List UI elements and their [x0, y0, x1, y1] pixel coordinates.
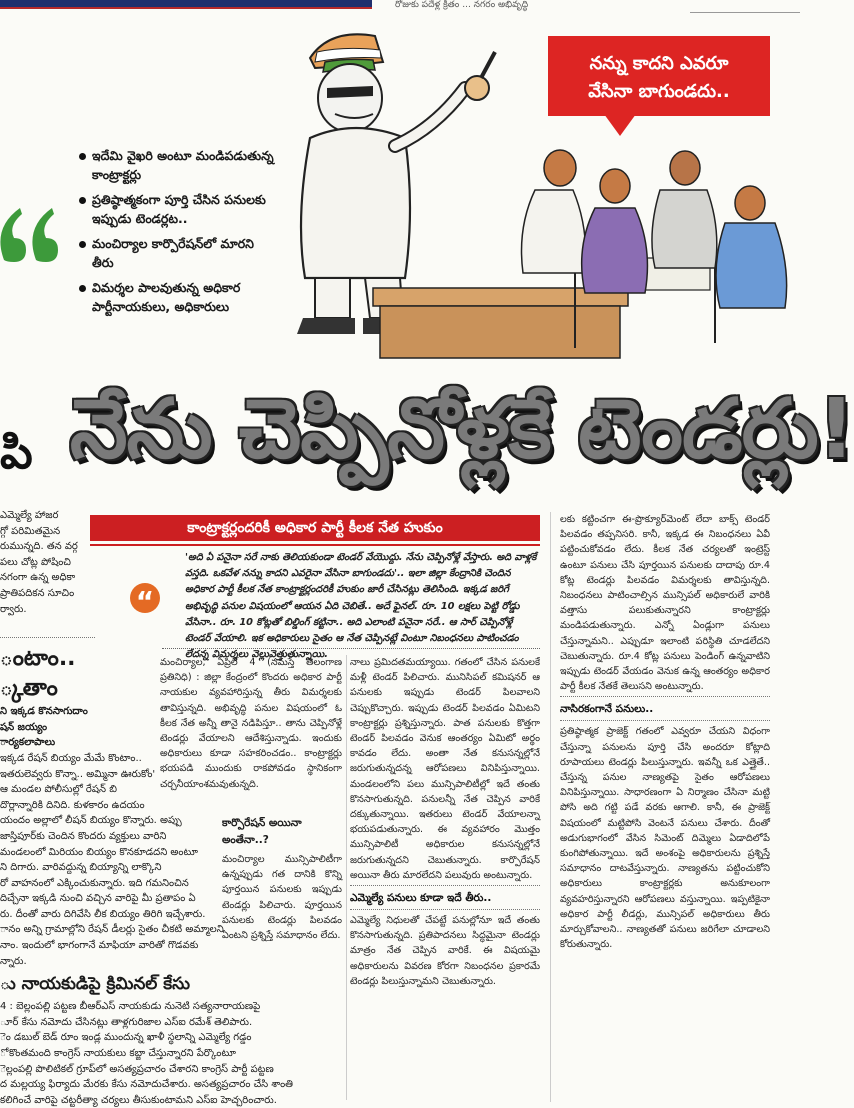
text-line: యందం అల్లాలో లీషన్ బియ్యం కొన్నారు. అప్పు [0, 815, 182, 827]
paragraph: నాలు ప్రమిదతమయ్యాయి. గతంలో చేసిన పనులకే మళ్లీ టెండర్ పిలిచారు. మునిసిపల్ కమిషనర్ ఆ పనులకు ఇప్పుడు టెండర్ పిలవాలని చెప్పుకొచ్చారు. ఇప్పుడు టెండర్ పిలవడం ఏమిటని కాంట్రాక్టర్లు ప్రశ్నిస్తున్నారు. పాత పనులకు కొత్తగా టెండర్ పిలవడం వెనుక ఆంతర్యం ఏమిటో అర్థం కావడం లేదు. అంతా నేత కనుసన్నల్లోనే జరుగుతున్నదన్న ఆరోపణలు వినిపిస్తున్నాయి. మండలంలోని పలు మున్సిపాలిటీల్లో ఇదే తంతు కొనసాగుతున్నది. పనులన్నీ నేత చెప్పిన వారికే దక్కుతున్నాయి. ఇతరులు టెండర్ వేయాలన్నా భయపడుతున్నారు. ఈ వ్యవహారం మొత్తం మున్సిపాలిటీ అధికారుల కనుసన్నల్లోనే జరుగుతున్నదని చెబుతున్నారు. కార్పొరేషన్ అయినా తీరు మారలేదని పలువురు అంటున్నారు. [350, 657, 540, 881]
text-line: నగంగా ఉన్న అధికా [0, 572, 76, 584]
text-line: ఎమ్మెల్యే హాజర [0, 510, 59, 521]
paragraph: ఎమ్మెల్యే నిధులతో చేపట్టే పనుల్లోనూ ఇదే తంతు కొనసాగుతున్నది. ప్రతిపాదనలు సిద్ధమైనా టెండర్లు మాత్రం నేత చెప్పిన వారికే. ఈ విషయమై అధికారులను వివరణ కోరగా నిబంధనల ప్రకారమే టెండర్లు పిలుస్తున్నామని చెబుతున్నారు. [350, 915, 540, 987]
body-column-2 [350, 655, 540, 1095]
subhead-quality: నాసిరకంగానే పనులు.. [560, 703, 654, 716]
summary-bullets [78, 146, 278, 322]
text-line: న్నారు. [0, 955, 27, 967]
text-line: గ్గో పరిమితమైన [0, 525, 61, 537]
paragraph: మంచిర్యాల, ఏప్రిల్ 4 (నమస్తే తెలంగాణ ప్రతినిధి) : జిల్లా కేంద్రంలో కొందరు అధికార పార్టీ నాయకుల వ్యవహారిస్తున్న తీరు విమర్శలకు తావిస్తున్నది. అభివృద్ధి పనుల విషయంలో ఓ కీలక నేత అన్నీ తానై నడిపిస్తూ.. తాను చెప్పినోళ్లే టెండర్లు వేయాలని ఆదేశిస్తున్నాడు. ఇందుకు అధికారులు కూడా సహకరించడం.. కాంట్రాక్టర్లు భయపడి ముందుకు రాకపోవడం స్థానికంగా చర్చనీయాంశమవుతున్నది. [160, 657, 342, 790]
intro-paragraph: 'అది ఏ పనైనా సరే నాకు తెలియకుండా టెండర్ వేయొద్దు. నేను చెప్పినోళ్లే వేస్తారు. అది వాళ్లకే వస్తది. ఒకవేళ నన్ను కాదని ఎవరైనా వేసినా బాగుండదు'.. ఇలా జిల్లా కేంద్రానికి చెందిన అధికార పార్టీ కీలక నేత కాంట్రాక్టర్లందరికీ హుకుం జారీ చేసినట్లు తెలిసింది. ఇక్కడ జరిగే అభివృద్ధి పనుల విషయంలో ఆయన ఏది చెబితే.. అదే ఫైనల్. రూ. 10 లక్షలు పెట్టి రోడ్డు వేసినా.. రూ. 10 కోట్లతో బిల్డింగ్ కట్టినా.. అది ఎలాంటి పనైనా సరే.. ఆ సార్ చెప్పినోళ్లే టెండర్ వేయాలి. ఇక అధికారులు సైతం ఆ నేత చెప్పినట్లే వింటూ నిబంధనలు పాటించడం లేదన్న విమర్శలు వెల్లువెత్తుతున్నాయి. [185, 552, 537, 661]
text-line: ెల్లంపల్లి పొలిటికల్ గ్రూప్‌లో అసత్యప్రచారం చేశారని కాంగ్రెస్ పార్టీ పట్టణ [0, 1063, 274, 1075]
text-line: ద మల్లయ్య ఫిర్యాదు మేరకు కేసు నమోదుచేశారు. అసత్యప్రచారం చేసి శాంతి [0, 1079, 293, 1091]
left-subhead-1: ంటాం.. [0, 646, 76, 672]
divider [350, 909, 540, 910]
bullet-item: ప్రతిష్ఠాత్మకంగా పూర్తి చేసిన పనులకు ఇప్పుడు టెండర్లట.. [78, 190, 278, 228]
text-line: ో కొంతమంది కాంగ్రెస్ నాయకులు కబ్జా చేస్తున్నారని పేర్కొంటూ [0, 1048, 236, 1060]
speech-line-1: నన్ను కాదని ఎవరూ [589, 53, 729, 74]
left-big-letter: పి [0, 425, 33, 479]
text-line: ూర్ కేసు నమోదు చేసినట్లు తాళ్లగురిజాల ఎస్ఐ రమేశ్ తెలిపారు. [0, 1016, 253, 1028]
left-kicker: షన్ జయ్యం [0, 721, 48, 733]
left-case-head: ు నాయకుడిపై క్రిమినల్ కేసు [0, 974, 190, 995]
text-line: మండలంలో మిరియం బియ్యం కొనకూడదని అంటూ [0, 846, 198, 858]
speech-bubble [548, 36, 770, 116]
column-separator [346, 655, 347, 1100]
left-subhead-2: ్కతాం [0, 676, 58, 702]
text-line: నాం. ఇందులో భాగంగానే మాఫియా వారితో గొడవకు [0, 940, 199, 952]
paragraph: లకు కట్టించగా ఈ-ప్రొక్యూర్‌మెంట్ లేదా బాక్స్ టెండర్ పిలవడం తప్పనిసరి. కానీ, ఇక్కడ ఈ నిబంధనలు ఏవీ పట్టించుకోవడం లేదు. కీలక నేత చర్యలతో ఇంట్రెస్ట్ ఉంటూ పనులు చేసి పూర్తయిన పనులకు దాదాపు రూ.4 కోట్ల టెండర్లు పిలవడం విమర్శలకు తావిస్తున్నది. నిబంధనలు పాటించాల్సిన మున్సిపల్ అధికారులే వారికి వత్తాసు పలుకుతున్నారని కాంట్రాక్టర్లు మండిపడుతున్నారు. ఎన్నో ఏండ్లుగా పనులు చేస్తున్నామని.. ఎప్పుడూ ఇలాంటి పరిస్థితి చూడలేదని చెబుతున్నారు. రూ.4 కోట్ల పనులు పెండింగ్ ఉన్నవాటిని ఇప్పుడు టెండర్ వేయడం వెనుక ఉన్న ఆంతర్యం అధికార పార్టీ కీలక నేతకే తెలుసని అంటున్నారు. [560, 514, 770, 693]
text-line: ఇక్కడ రేషన్ బియ్యం మేమే కొంటాం.. [0, 752, 142, 764]
text-line: రో వాహనంలో ఎక్కించుకున్నారు. ఇది గమనించిన [0, 877, 189, 889]
text-line: పలు చోట్ల పోషించి [0, 556, 71, 568]
paragraph: ప్రతిష్ఠాత్మక ప్రాజెక్ట్ గతంలో ఎవ్వరూ చేయని విధంగా చేస్తున్నా పనులను పూర్తి చేసి అందరూ కోట్లాది రూపాయలు టెండర్లు పిలుస్తున్నారు. ఇవన్నీ ఒక ఎత్తైతే.. చేస్తున్న పనుల నాణ్యతపై సైతం ఆరోపణలు వినిపిస్తున్నాయి. సాధారణంగా ఏ నిర్మాణం చేసినా మట్టి పోసి అది గట్టి పడే వరకు ఆగాలి. కానీ, ఈ ప్రాజెక్ట్ విషయంలో మట్టిపోసి వెంటనే పనులు చేశారు. దీంతో అడుగుభాగంలో వేసిన సిమెంట్ దిమ్మెలు ఏడాదిలోపే కుంగిపోతున్నాయి. ఇదే అంశంపై అధికారులను ప్రశ్నిస్తే సమాధానం దాటవేస్తున్నారు. నాణ్యతను పట్టించుకోని అధికారులు కాంట్రాక్టర్లకు అనుకూలంగా వ్యవహరిస్తున్నారని ఆరోపణలు వస్తున్నాయి. ఇప్పటికైనా అధికార పార్టీ లీడర్లు, మున్సిపల్ అధికారులు తీరు మార్చుకోవాలని.. నాణ్యతతో పనులు జరిగేలా చూడాలని కోరుతున్నారు. [560, 726, 770, 951]
top-rule [690, 12, 800, 13]
bullet-item: విమర్శల పాలవుతున్న అధికార పార్టీనాయకులు, అధికారులు [78, 278, 278, 316]
strap-rule [90, 544, 540, 546]
quote-icon: “ [130, 583, 160, 613]
text-line: కలిగించే వారిపై చట్టరీత్యా చర్యలు తీసుకుంటామని ఎస్ఐ హెచ్చరించారు. [0, 1094, 277, 1106]
top-text-fragment: రోజుకు పదేళ్ల క్రితం ... నగరం అభివృద్ధి [395, 0, 529, 10]
left-kicker: ని ఇక్కడ కొనసాగుదాం [0, 706, 88, 718]
text-line: ని దిగారు. వారివద్దున్న బియ్యాన్ని లాక్కొని [0, 862, 162, 874]
text-line: దిచ్చేనా ఇక్కడి నుంచి వచ్చిన వారిపై మీ ప్రతాపం ఏ [0, 893, 196, 905]
text-line: ప్రాతిపదికన సూచిం [0, 587, 75, 599]
speech-line-2: వేసినా బాగుండదు.. [588, 81, 730, 102]
text-line: రుమున్నది. తన వర్గ [0, 541, 78, 553]
divider [560, 720, 770, 721]
text-line: ెం డబుల్ బెడ్ రూం ఇండ్ల ముందున్న ఖాళీ స్థలాన్ని ఎమ్మెల్యే గడ్డం [0, 1032, 252, 1044]
divider [0, 637, 95, 638]
text-line: రు. దీంతో వారు దిగివేసి లీక బియ్యం తిరిగి ఇచ్చేశారు. [0, 908, 206, 920]
text-line: ానం అన్ని గ్రామాల్లోని రేషన్ డీలర్లు సైతం చీకటి అమ్మాలని [0, 924, 224, 936]
divider [350, 885, 540, 886]
subhead-corporation: కార్పొరేషన్ అయినా అంతేనా..? [222, 817, 302, 846]
subhead-mla: ఎమ్మెల్యే పనులు కూడా ఇదే తీరు.. [350, 892, 492, 905]
text-line: దొర్లాన్నారికి దినిది. కుళకారం ఉదయం [0, 799, 145, 811]
paragraph: మంచిర్యాల మున్సిపాలిటీగా ఉన్నప్పుడు గత దానికి కొన్ని పూర్తయిన పనులకు ఇప్పుడు టెండర్లు పిలిచారు. పూర్తయిన పనులకు టెండర్లు పిలవడం ఏంటని ప్రశ్నిస్తే సమాధానం లేదు. [222, 854, 342, 942]
body-column-3 [560, 512, 770, 1102]
left-kicker: ార్యకలాపాలు [0, 737, 56, 749]
divider [560, 696, 770, 697]
text-line: ఇతరులెవ్వరు కొన్నా.. అమ్మినా ఊరుకోం' [0, 768, 156, 780]
deck-strap: కాంట్రాక్టర్లందరికీ అధికార పార్టీ కీలక నేత హుకుం [90, 515, 540, 541]
speech-bubble-tail [604, 114, 636, 136]
column-separator [550, 512, 551, 1102]
body-column-1b [222, 852, 342, 1092]
bullet-item: ఇదేమి వైఖరి అంటూ మండిపడుతున్న కాంట్రాక్టర్లు [78, 146, 278, 184]
masthead-bar [0, 0, 372, 9]
text-line: జాస్తిపూర్‌కు చెందిన కొందరు వ్యక్తులు వారిని [0, 830, 167, 842]
text-line: 4 : బెల్లంపల్లి పట్టణ బీఆర్ఎస్ నాయకుడు నునెటి సత్యనారాయణపై [0, 1001, 261, 1013]
bullet-item: మంచిర్యాల కార్పొరేషన్‌లో మారని తీరు [78, 234, 278, 272]
text-line: ఆ మండల పోలీసుల్లో రేషన్ బి [0, 784, 117, 796]
green-quote-icon [0, 198, 62, 268]
headline: నేను చెప్పినోళ్లకే టెండర్లు! [70, 382, 854, 477]
text-line: ర్వారు. [0, 603, 27, 615]
intro-divider [162, 648, 540, 649]
